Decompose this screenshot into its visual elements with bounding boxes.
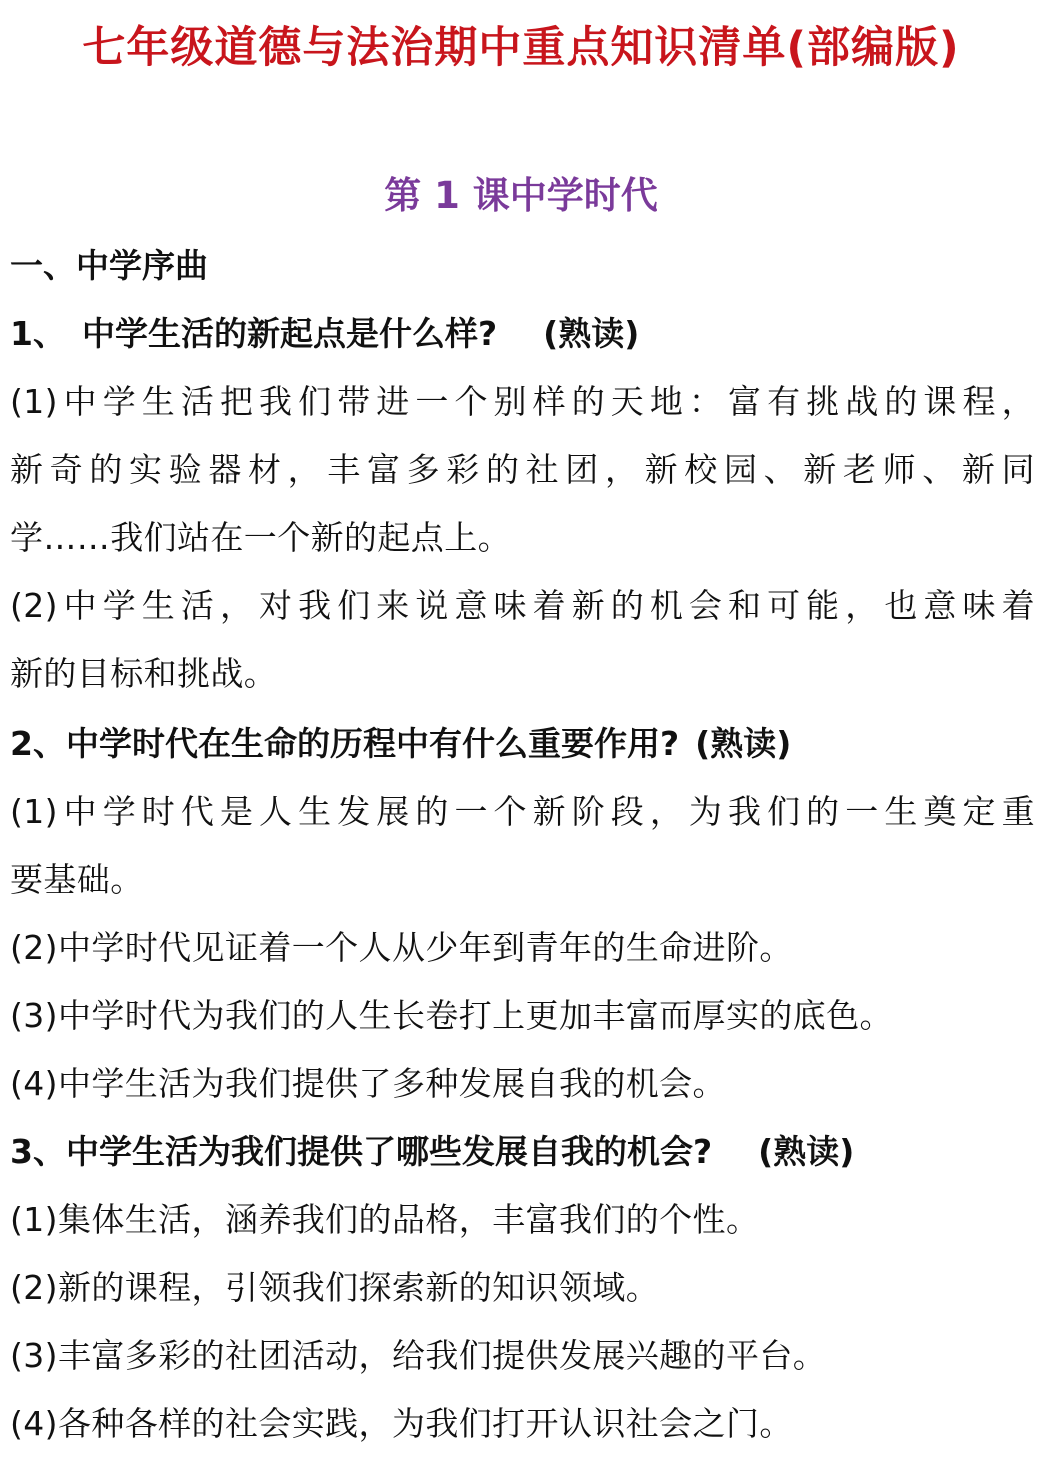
question-1-heading — [10, 306, 1035, 362]
section-heading: 一、中学序曲 — [10, 246, 208, 285]
answer-line: 学……我们站在一个新的起点上。 — [10, 518, 511, 557]
answer-line: (1)中学生活把我们带进一个别样的天地：富有挑战的课程， — [10, 382, 1035, 421]
question-1-text: 中学生活的新起点是什么样? — [81, 314, 498, 353]
question-3-tag: (熟读) — [758, 1132, 855, 1171]
answer-line: (2)新的课程，引领我们探索新的知识领域。 — [10, 1268, 660, 1307]
question-3-text: 3、中学生活为我们提供了哪些发展自我的机会? — [10, 1132, 713, 1171]
answer-line: (2)中学生活，对我们来说意味着新的机会和可能，也意味着 — [10, 586, 1035, 625]
answer-line: 新奇的实验器材，丰富多彩的社团，新校园、新老师、新同 — [10, 450, 1035, 489]
question-2-text: 2、中学时代在生命的历程中有什么重要作用? — [10, 724, 680, 763]
answer-line: (1)集体生活，涵养我们的品格，丰富我们的个性。 — [10, 1200, 760, 1239]
answer-line: (4)中学生活为我们提供了多种发展自我的机会。 — [10, 1064, 726, 1103]
answer-line: (1)中学时代是人生发展的一个新阶段，为我们的一生奠定重 — [10, 792, 1035, 831]
answer-line: 要基础。 — [10, 860, 144, 899]
lesson-title: 第 1 课中学时代 — [384, 174, 658, 217]
question-1-tag: (熟读) — [543, 314, 640, 353]
answer-line: (2)中学时代见证着一个人从少年到青年的生命进阶。 — [10, 928, 793, 967]
answer-line: (3)丰富多彩的社团活动，给我们提供发展兴趣的平台。 — [10, 1336, 827, 1375]
answer-line: (3)中学时代为我们的人生长卷打上更加丰富而厚实的底色。 — [10, 996, 893, 1035]
question-1-number: 1、 — [10, 314, 66, 353]
question-3-heading — [10, 1124, 1035, 1180]
question-2-heading — [10, 716, 1035, 772]
question-2-tag: (熟读) — [695, 724, 792, 763]
answer-line: (4)各种各样的社会实践，为我们打开认识社会之门。 — [10, 1404, 793, 1443]
document-title: 七年级道德与法治期中重点知识清单(部编版) — [82, 23, 960, 73]
answer-line: 新的目标和挑战。 — [10, 654, 278, 693]
